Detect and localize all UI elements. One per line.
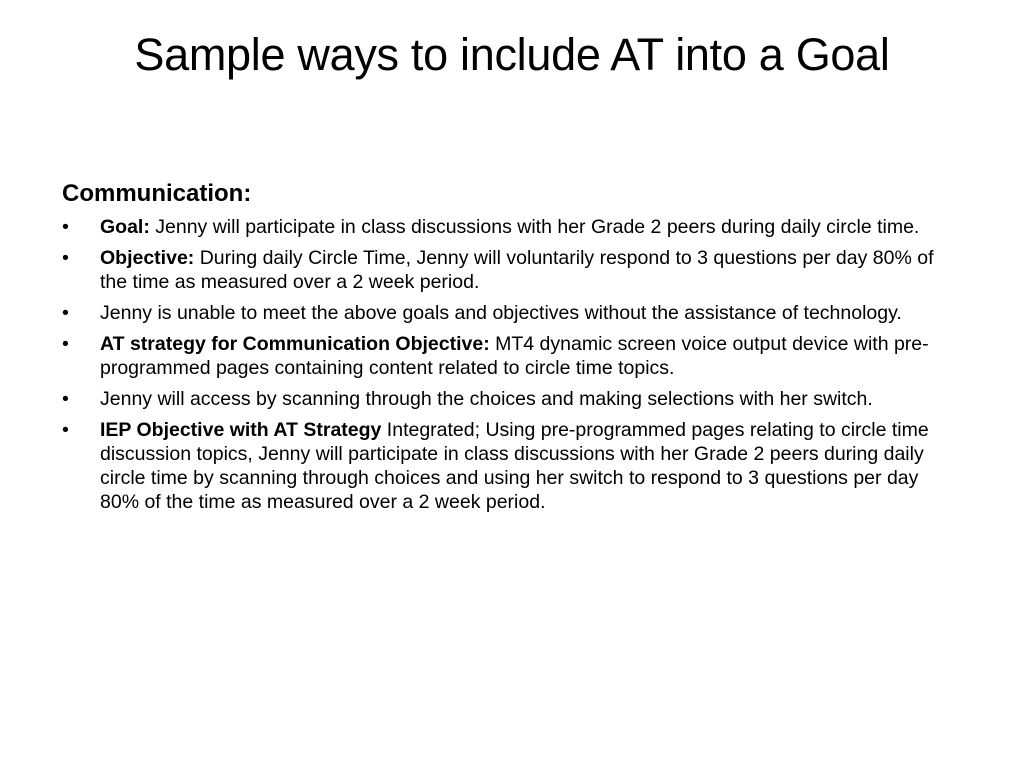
bullet-bold-label: Goal: — [100, 215, 150, 238]
bullet-text: During daily Circle Time, Jenny will voluntarily respond to 3 questions per day 80% of the time as measured over a 2 week period. — [100, 246, 934, 293]
bullet-bold-label: AT strategy for Communication Objective: — [100, 332, 490, 355]
bullet-icon: • — [62, 387, 69, 410]
bullet-item-objective — [62, 246, 962, 294]
bullet-text: Jenny will participate in class discussions with her Grade 2 peers during daily circle time. — [149, 215, 920, 238]
slide-title: Sample ways to include AT into a Goal — [134, 29, 890, 80]
bullet-text: Integrated; Using pre-programmed pages relating to circle time discussion topics, Jenny will participate in class discussions with her Grade 2 peers during daily circle time by scanning through choices and using her switch to respond to 3 questions per day 80% of the time as measured over a 2 week period. — [100, 418, 929, 513]
bullet-item-access — [62, 387, 962, 411]
bullet-item-goal — [62, 215, 962, 239]
bullet-text: MT4 dynamic screen voice output device with pre-programmed pages containing content related to circle time topics. — [100, 332, 929, 379]
bullet-icon: • — [62, 215, 69, 238]
bullet-item-iep-objective — [62, 418, 962, 514]
bullet-icon: • — [62, 246, 69, 269]
bullet-bold-label: Objective: — [100, 246, 195, 269]
slide-body — [62, 180, 962, 521]
bullet-item-at-strategy — [62, 332, 962, 380]
bullet-text: Jenny is unable to meet the above goals and objectives without the assistance of technology. — [100, 301, 902, 324]
bullet-list — [62, 215, 962, 514]
bullet-icon: • — [62, 301, 69, 324]
bullet-icon: • — [62, 418, 69, 441]
bullet-bold-label: IEP Objective with AT Strategy — [100, 418, 382, 441]
bullet-text: Jenny will access by scanning through the choices and making selections with her switch. — [100, 387, 873, 410]
section-heading: Communication: — [62, 180, 252, 207]
bullet-icon: • — [62, 332, 69, 355]
bullet-item-technology-need — [62, 301, 962, 325]
